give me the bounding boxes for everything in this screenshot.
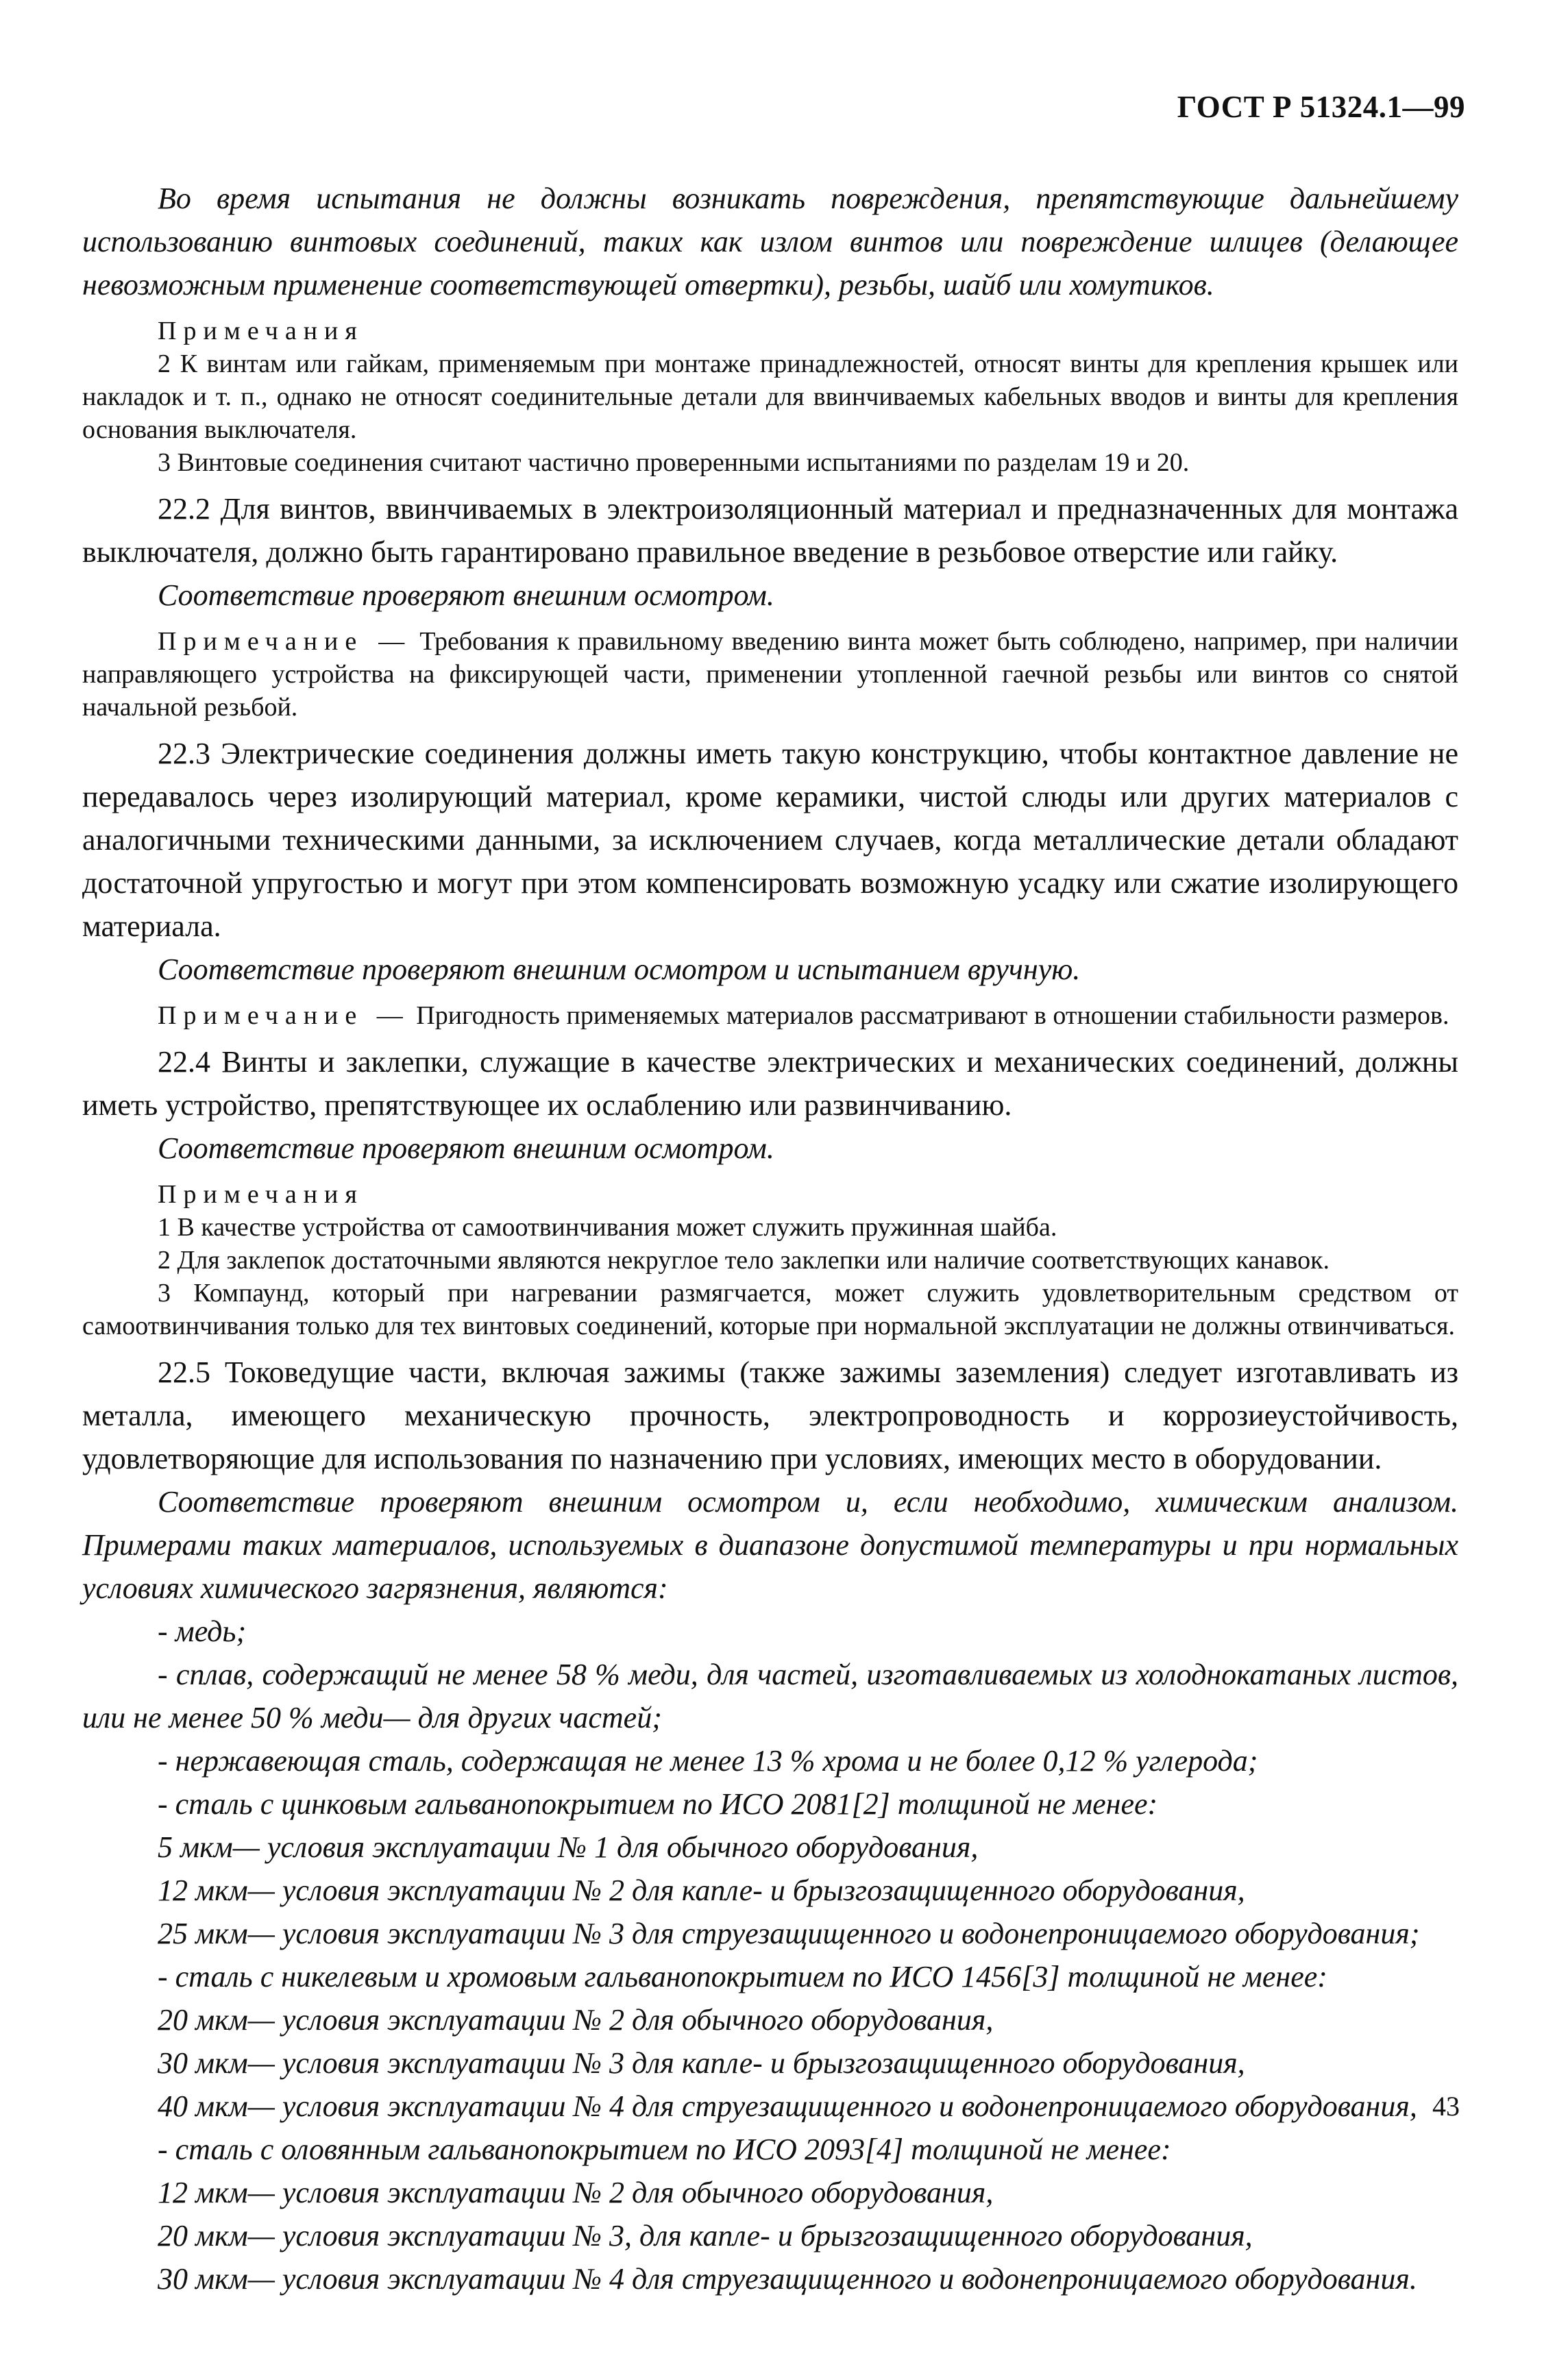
note-1: 1 В качестве устройства от самоотвинчивания может служить пружинная шайба. [158, 1213, 1057, 1242]
list-item: - сталь с никелевым и хромовым гальванопокрытием по ИСО 1456[3] толщиной не менее: [158, 1960, 1327, 1993]
compliance-22-2: Соответствие проверяют внешним осмотром. [158, 578, 774, 612]
list-item: 30 мкм— условия эксплуатации № 3 для капле- и брызгозащищенного оборудования, [158, 2046, 1245, 2080]
section-22-3: 22.3 Электрические соединения должны иметь такую конструкцию, чтобы контактное давление не передавалось через изолирующий материал, кроме керамики, чистой слюды или других материалов с аналогичными техническими данными, за исключением случаев, когда металлические детали обладают достаточной упругостью и могут при этом компенсировать возможную усадку или сжатие изолирующего материала. [82, 737, 1458, 943]
note-3: 3 Компаунд, который при нагревании размягчается, может служить удовлетворительным средством от самоотвинчивания только для тех винтовых соединений, которые при нормальной эксплуатации не должны отвинчиваться. [82, 1279, 1458, 1340]
list-item: 5 мкм— условия эксплуатации № 1 для обычного оборудования, [158, 1830, 979, 1864]
list-item: 12 мкм— условия эксплуатации № 2 для капле- и брызгозащищенного оборудования, [158, 1874, 1245, 1907]
list-item: 20 мкм— условия эксплуатации № 3, для капле- и брызгозащищенного оборудования, [158, 2219, 1253, 2253]
compliance-22-5: Соответствие проверяют внешним осмотром и, если необходимо, химическим анализом. Примерами таких материалов, используемых в диапазоне допустимой температуры и при нормальных условиях химического загрязнения, являются: [82, 1485, 1458, 1605]
list-item: 12 мкм— условия эксплуатации № 2 для обычного оборудования, [158, 2176, 994, 2209]
notes-heading: Примечания [158, 317, 364, 345]
section-22-5: 22.5 Токоведущие части, включая зажимы (также зажимы заземления) следует изготавливать из металла, имеющего механическую прочность, электропроводность и коррозиеустойчивость, удовлетворяющие для использования по назначению при условиях, имеющих место в оборудовании. [82, 1355, 1458, 1475]
list-item: - медь; [158, 1615, 247, 1648]
list-item: 30 мкм— условия эксплуатации № 4 для струезащищенного и водонепроницаемого оборудования. [158, 2262, 1417, 2296]
note-text: Требования к правильному введению винта может быть соблюдено, например, при наличии направляющего устройства на фиксирующей части, применении утопленной гаечной резьбы или винтов со снятой начальной резьбой. [82, 627, 1459, 722]
note-3: 3 Винтовые соединения считают частично проверенными испытаниями по разделам 19 и 20. [158, 448, 1190, 477]
paragraph-test-damage: Во время испытания не должны возникать повреждения, препятствующие дальнейшему использованию винтовых соединений, таких как излом винтов или повреждение шлицев (делающее невозможным применение соответствующей отвертки), резьбы, шайб или хомутиков. [82, 182, 1458, 302]
note-2: 2 Для заклепок достаточными являются некруглое тело заклепки или наличие соответствующих канавок. [158, 1246, 1330, 1275]
compliance-22-4: Соответствие проверяют внешним осмотром. [158, 1131, 774, 1165]
list-item: 20 мкм— условия эксплуатации № 2 для обычного оборудования, [158, 2003, 994, 2037]
document-header-code: ГОСТ Р 51324.1—99 [1177, 90, 1465, 124]
note-22-3 [82, 999, 1458, 1032]
note-22-2 [82, 625, 1458, 724]
materials-list [82, 1610, 1458, 2300]
list-item: - нержавеющая сталь, содержащая не менее 13 % хрома и не более 0,12 % углерода; [158, 1744, 1258, 1778]
section-22-4: 22.4 Винты и заклепки, служащие в качестве электрических и механических соединений, должны иметь устройство, препятствующее их ослаблению или развинчиванию. [82, 1045, 1458, 1122]
document-body [82, 177, 1458, 2300]
page-number: 43 [1432, 2091, 1460, 2122]
notes-heading: Примечания [158, 1180, 364, 1209]
list-item: - сталь с цинковым гальванопокрытием по ИСО 2081[2] толщиной не менее: [158, 1787, 1158, 1821]
note-label: Примечание — [158, 1001, 410, 1030]
note-text: Пригодность применяемых материалов рассматривают в отношении стабильности размеров. [416, 1001, 1449, 1030]
note-2: 2 К винтам или гайкам, применяемым при монтаже принадлежностей, относят винты для крепления крышек или накладок и т. п., однако не относят соединительные детали для ввинчиваемых кабельных вводов и винты для крепления основания выключателя. [82, 349, 1458, 444]
list-item: 40 мкм— условия эксплуатации № 4 для струезащищенного и водонепроницаемого оборудования, [158, 2089, 1417, 2123]
section-22-2: 22.2 Для винтов, ввинчиваемых в электроизоляционный материал и предназначенных для монтажа выключателя, должно быть гарантировано правильное введение в резьбовое отверстие или гайку. [82, 492, 1458, 569]
list-item: - сплав, содержащий не менее 58 % меди, для частей, изготавливаемых из холоднокатаных листов, или не менее 50 % меди— для других частей; [82, 1658, 1458, 1734]
list-item: - сталь с оловянным гальванопокрытием по ИСО 2093[4] толщиной не менее: [158, 2133, 1171, 2166]
note-label: Примечание — [158, 627, 412, 656]
compliance-22-3: Соответствие проверяют внешним осмотром и испытанием вручную. [158, 953, 1081, 986]
list-item: 25 мкм— условия эксплуатации № 3 для струезащищенного и водонепроницаемого оборудования; [158, 1917, 1420, 1950]
